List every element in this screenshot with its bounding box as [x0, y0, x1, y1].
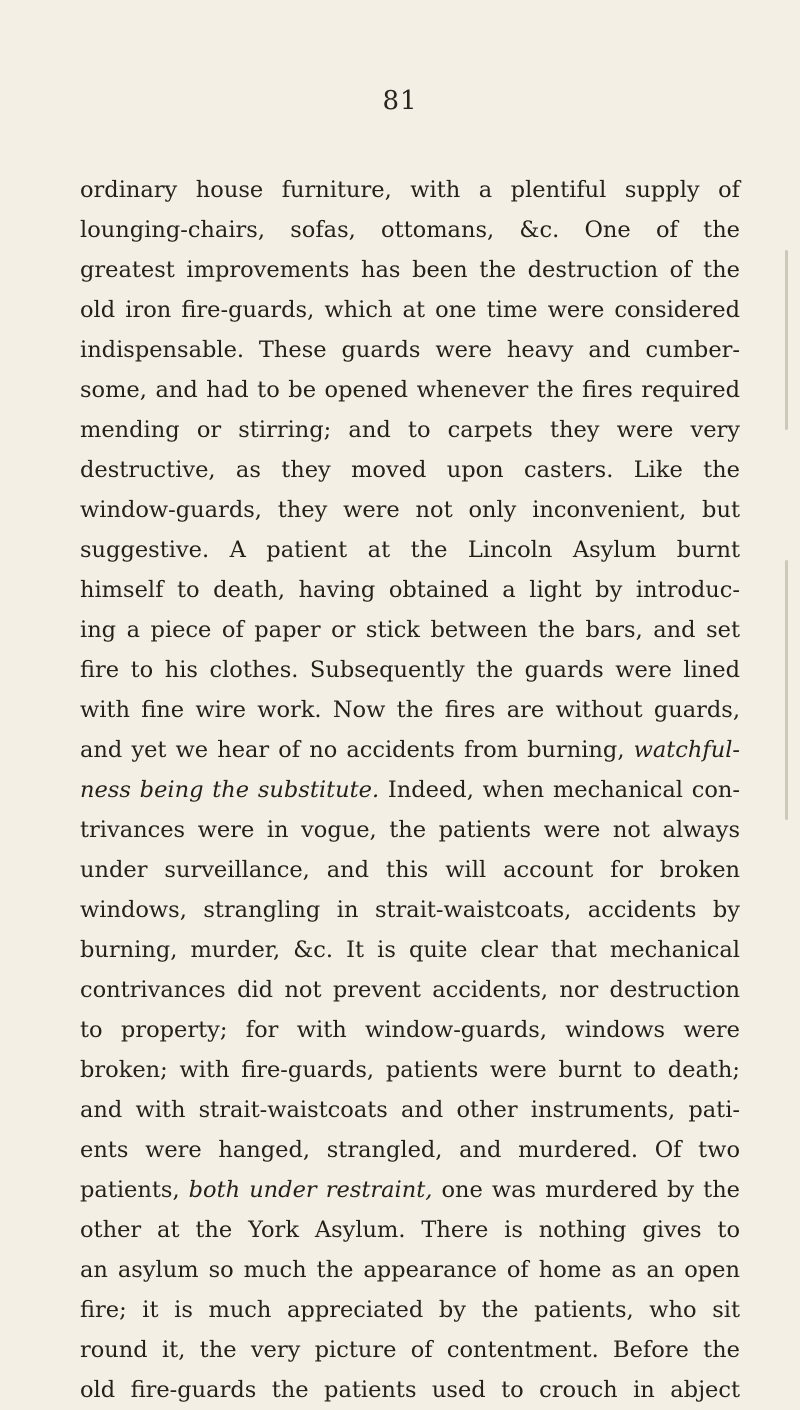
italic-text: both under restraint, [188, 1177, 433, 1203]
text-segment: himself to death, having obtained a light by introduc- [80, 577, 740, 603]
text-line [80, 370, 740, 410]
text-line [80, 890, 740, 930]
text-segment: and with strait-waistcoats and other instruments, pati- [80, 1097, 740, 1123]
text-line [80, 730, 740, 770]
text-segment: an asylum so much the appearance of home as an open [80, 1257, 740, 1283]
page-number: 81 [382, 86, 418, 116]
text-segment: windows, strangling in strait-waistcoats, accidents by [80, 897, 740, 923]
text-line [80, 1370, 740, 1410]
text-line [80, 530, 740, 570]
italic-text: ness being the substitute. [80, 777, 380, 803]
text-line [80, 210, 740, 250]
text-segment: ordinary house furniture, with a plentiful supply of [80, 177, 740, 203]
text-segment: fire; it is much appreciated by the patients, who sit [80, 1297, 740, 1323]
text-line [80, 490, 740, 530]
text-segment: old iron fire-guards, which at one time were considered [80, 297, 740, 323]
page-edge-shadow [785, 560, 788, 820]
text-segment: ents were hanged, strangled, and murdered. Of two [80, 1137, 740, 1163]
text-segment: Indeed, when mechanical con- [379, 777, 741, 803]
text-segment: fire to his clothes. Subsequently the guards were lined [80, 657, 740, 683]
text-line [80, 690, 740, 730]
page-edge-shadow [785, 250, 788, 430]
text-line [80, 850, 740, 890]
text-segment: burning, murder, &c. It is quite clear that mechanical [80, 937, 740, 963]
text-segment: and yet we hear of no accidents from burning, [80, 737, 634, 763]
text-line [80, 410, 740, 450]
text-line [80, 330, 740, 370]
text-line [80, 970, 740, 1010]
text-line [80, 1290, 740, 1330]
text-line [80, 1130, 740, 1170]
text-segment: trivances were in vogue, the patients were not always [80, 817, 740, 843]
text-segment: window-guards, they were not only inconvenient, but [80, 497, 740, 523]
text-segment: some, and had to be opened whenever the fires required [80, 377, 740, 403]
text-segment: under surveillance, and this will account for broken [80, 857, 740, 883]
italic-text: watchful- [633, 737, 740, 763]
text-segment: with fine wire work. Now the fires are without guards, [80, 697, 740, 723]
text-segment: other at the York Asylum. There is nothing gives to [80, 1217, 740, 1243]
text-line [80, 770, 740, 810]
text-segment: indispensable. These guards were heavy and cumber- [80, 337, 740, 363]
text-line [80, 170, 740, 210]
text-segment: old fire-guards the patients used to crouch in abject [80, 1377, 740, 1403]
text-segment: patients, [80, 1177, 189, 1203]
text-segment: suggestive. A patient at the Lincoln Asylum burnt [80, 537, 740, 563]
text-line [80, 450, 740, 490]
text-line [80, 1050, 740, 1090]
text-line [80, 610, 740, 650]
text-line [80, 1090, 740, 1130]
text-line [80, 1250, 740, 1290]
text-segment: round it, the very picture of contentment. Before the [80, 1337, 740, 1363]
text-segment: one was murdered by the [432, 1177, 740, 1203]
text-line [80, 810, 740, 850]
text-segment: destructive, as they moved upon casters. Like the [80, 457, 740, 483]
text-line [80, 1330, 740, 1370]
text-line [80, 570, 740, 610]
text-line [80, 290, 740, 330]
text-line [80, 1010, 740, 1050]
text-line [80, 1170, 740, 1210]
text-line [80, 1210, 740, 1250]
text-segment: greatest improvements has been the destruction of the [80, 257, 740, 283]
text-line [80, 250, 740, 290]
text-line [80, 930, 740, 970]
text-segment: mending or stirring; and to carpets they were very [80, 417, 740, 443]
text-segment: contrivances did not prevent accidents, nor destruction [80, 977, 740, 1003]
text-line [80, 650, 740, 690]
text-segment: broken; with fire-guards, patients were burnt to death; [80, 1057, 740, 1083]
text-segment: lounging-chairs, sofas, ottomans, &c. One of the [80, 217, 740, 243]
text-segment: ing a piece of paper or stick between the bars, and set [80, 617, 740, 643]
text-segment: to property; for with window-guards, windows were [80, 1017, 740, 1043]
